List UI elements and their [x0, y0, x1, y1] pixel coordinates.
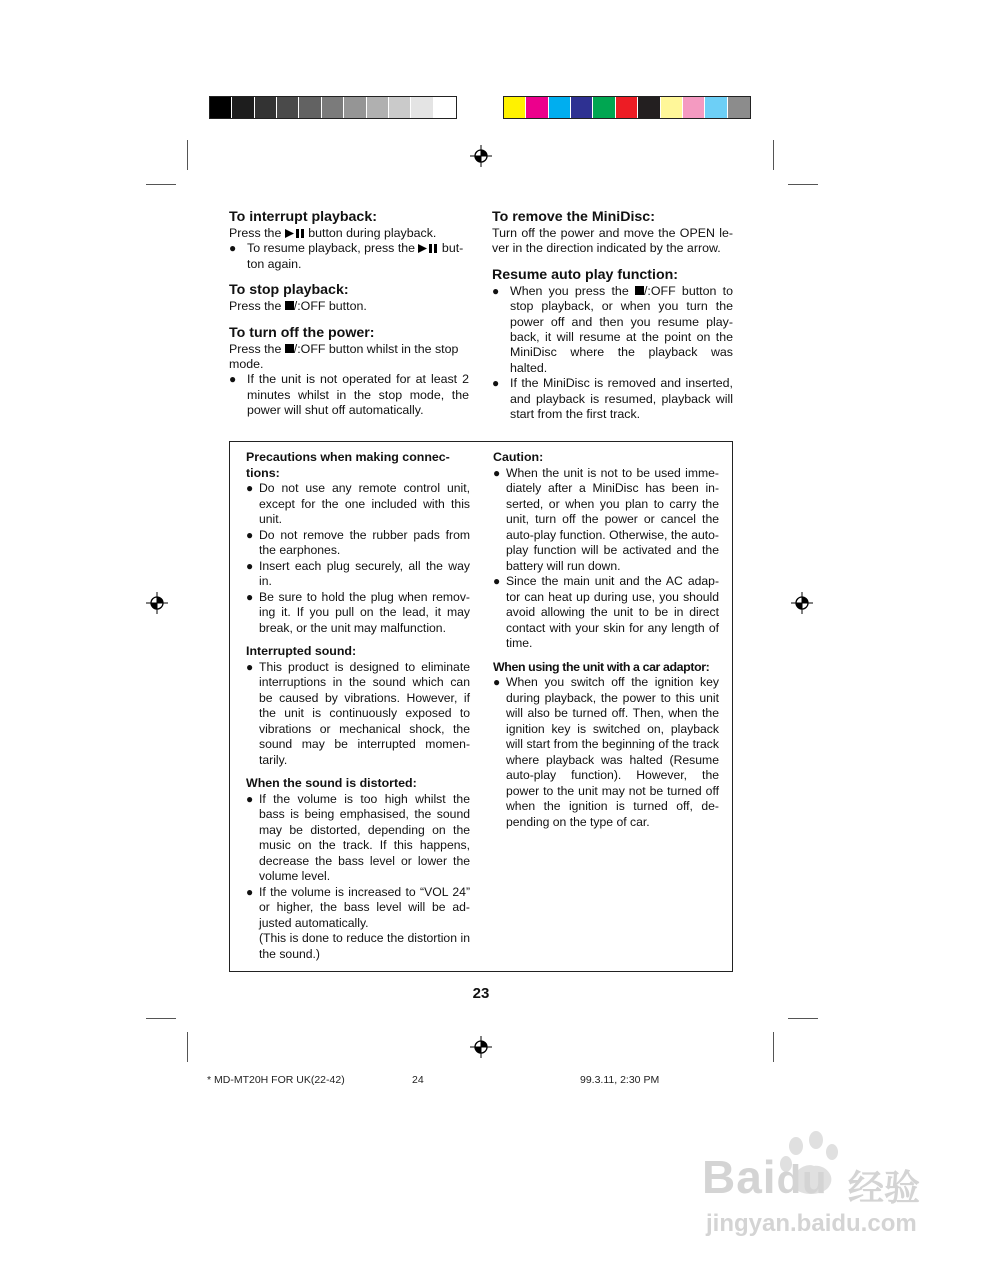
color-swatch: [434, 97, 456, 118]
bullet-item: ● Do not remove the rubber pads from the earphones.: [246, 527, 470, 557]
color-swatch: [411, 97, 433, 118]
section-remove-minidisc: [492, 209, 733, 257]
section-car-adaptor: [493, 660, 719, 831]
section-interrupted-sound: [246, 644, 470, 768]
bullet-icon: ●: [493, 574, 501, 588]
footer-timestamp: 99.3.11, 2:30 PM: [580, 1074, 660, 1086]
crop-mark: [187, 1032, 188, 1062]
color-swatch: [344, 97, 366, 118]
bullet-icon: ●: [229, 241, 237, 256]
bullet-item: ● If the unit is not operated for at least 2 minutes whilst in the stop mode, the power will shut off automatically.: [229, 372, 469, 418]
bullet-icon: ●: [246, 527, 254, 542]
watermark-jingyan: 经验: [848, 1167, 921, 1208]
color-swatch: [526, 97, 548, 118]
bullet-item: ● If the volume is increased to “VOL 24” or higher, the bass level will be ad-justed automatically.: [246, 884, 470, 930]
bullet-list: [493, 675, 719, 830]
heading: To interrupt playback:: [229, 209, 377, 225]
registration-mark-left: [146, 592, 168, 614]
bullet-item: ● When you switch off the ignition key during playback, the power to this unit will also be turned off. Then, when the ignition key is switched on, playback will start from the beginning of the track where playback was halted (Resume auto-play function). However, the power to the unit may not be turned off when the ignition is turned off, de-pending on the type of car.: [493, 675, 719, 829]
crop-mark: [146, 184, 176, 185]
footer-job-info: * MD-MT20H FOR UK(22-42): [207, 1074, 345, 1086]
watermark-url: jingyan.baidu.com: [706, 1210, 917, 1237]
play-pause-icon: [418, 244, 438, 253]
bullet-icon: ●: [493, 465, 501, 480]
bullet-icon: ●: [246, 558, 254, 573]
bullet-list: [493, 466, 719, 652]
color-swatch: [683, 97, 705, 118]
body: Press the /:OFF button whilst in the stop mode.: [229, 341, 459, 372]
section-stop-playback: [229, 282, 469, 314]
footer-sheet-number: 24: [412, 1074, 424, 1086]
color-swatch: [322, 97, 344, 118]
color-swatch: [277, 97, 299, 118]
bullet-list: [246, 481, 470, 636]
left-column: [229, 209, 469, 419]
bullet-item: ● When you press the /:OFF button to stop playback, or when you turn the power off and then you resume play-back, it will resume at the point on the MiniDisc where the playback was halted.: [492, 283, 733, 375]
bullet-item: ● Do not use any remote control unit, except for the one included with this unit.: [246, 481, 470, 526]
registration-mark-right: [791, 592, 813, 614]
right-column: [492, 209, 733, 422]
bullet-icon: ●: [229, 372, 237, 387]
stop-icon: [635, 286, 644, 295]
bullet-list: [246, 660, 470, 769]
note: (This is done to reduce the distortion in the sound.): [259, 931, 470, 961]
bullet-icon: ●: [492, 376, 500, 391]
color-swatch: [616, 97, 638, 118]
color-swatch: [504, 97, 526, 118]
play-pause-icon: [285, 229, 305, 238]
stop-icon: [285, 301, 294, 310]
registration-mark-bottom: [470, 1036, 492, 1058]
crop-mark: [187, 140, 188, 170]
body: Turn off the power and move the OPEN le-ver in the direction indicated by the arrow.: [492, 226, 733, 256]
section-caution: [493, 450, 719, 652]
bullet-item: ● To resume playback, press the but-ton again.: [229, 241, 464, 271]
section-sound-distorted: [246, 776, 470, 962]
bullet-icon: ●: [246, 791, 254, 806]
section-turn-off-power: [229, 325, 469, 419]
color-swatch: [549, 97, 571, 118]
color-swatch: [299, 97, 321, 118]
bullet-item: ● When the unit is not to be used imme-diately after a MiniDisc has been in-serted, or when you plan to carry the unit, turn off the power or cancel the auto-play function. Otherwise, the auto-play function will be activated and the battery will run down.: [493, 465, 719, 573]
bullet-icon: ●: [246, 659, 254, 674]
heading: To remove the MiniDisc:: [492, 209, 655, 225]
color-swatch: [728, 97, 750, 118]
section-interrupt-playback: [229, 209, 469, 272]
stop-icon: [285, 344, 294, 353]
section-precautions: [246, 450, 470, 636]
bullet-item: ● If the MiniDisc is removed and inserted, and playback is resumed, playback will start from the first track.: [492, 376, 733, 422]
color-swatch: [661, 97, 683, 118]
color-swatch: [232, 97, 254, 118]
color-swatch: [389, 97, 411, 118]
color-swatch: [593, 97, 615, 118]
bullet-item: ● Since the main unit and the AC adap-tor can heat up during use, you should avoid allowing the unit to be in direct contact with your skin for any length of time.: [493, 574, 719, 650]
page-number: 23: [472, 985, 490, 1002]
color-swatch: [367, 97, 389, 118]
bullet-item: ● Insert each plug securely, all the way in.: [246, 558, 470, 588]
bullet-icon: ●: [246, 481, 254, 495]
color-swatch: [571, 97, 593, 118]
heading: Caution:: [493, 450, 544, 464]
watermark-brand: Baidu: [702, 1151, 828, 1203]
crop-mark: [773, 140, 774, 170]
crop-mark: [788, 184, 818, 185]
heading: When using the unit with a car adaptor:: [493, 659, 710, 674]
heading: Resume auto play function:: [492, 266, 679, 283]
color-swatch: [638, 97, 660, 118]
heading: When the sound is distorted:: [246, 776, 417, 790]
grayscale-color-bar: [209, 96, 457, 119]
bullet-item: ● This product is designed to eliminate interruptions in the sound which can be caused by vibrations. However, if the unit is continuously exposed to vibrations or mechanical shock, the sound may be interrupted momen-tarily.: [246, 659, 470, 767]
crop-mark: [146, 1018, 176, 1019]
bullet-icon: ●: [246, 589, 254, 604]
bullet-icon: ●: [492, 283, 500, 298]
heading: To stop playback:: [229, 282, 349, 299]
bullet-item: ● Be sure to hold the plug when remov-ing it. If you pull on the lead, it may break, or the unit may malfunction.: [246, 589, 470, 635]
body: Press the button during playback.: [229, 226, 437, 240]
heading: Interrupted sound:: [246, 644, 357, 658]
precautions-box: [229, 441, 733, 972]
bullet-icon: ●: [493, 675, 501, 689]
section-resume-auto-play: [492, 267, 733, 423]
process-color-bar: [503, 96, 751, 119]
heading: To turn off the power:: [229, 324, 375, 341]
crop-mark: [788, 1018, 818, 1019]
box-right-column: [493, 450, 719, 830]
heading: Precautions when making connec-tions:: [246, 450, 450, 480]
bullet-list: [246, 792, 470, 932]
bullet-icon: ●: [246, 884, 254, 899]
color-swatch: [255, 97, 277, 118]
body: Press the /:OFF button.: [229, 299, 367, 314]
color-swatch: [210, 97, 232, 118]
crop-mark: [773, 1032, 774, 1062]
registration-mark-top: [470, 145, 492, 167]
color-swatch: [705, 97, 727, 118]
bullet-item: ● If the volume is too high whilst the bass is being emphasised, the sound may be distorted, depending on the music on the track. If this happens, decrease the bass level or lower the volume level.: [246, 791, 470, 883]
box-left-column: [246, 450, 470, 962]
